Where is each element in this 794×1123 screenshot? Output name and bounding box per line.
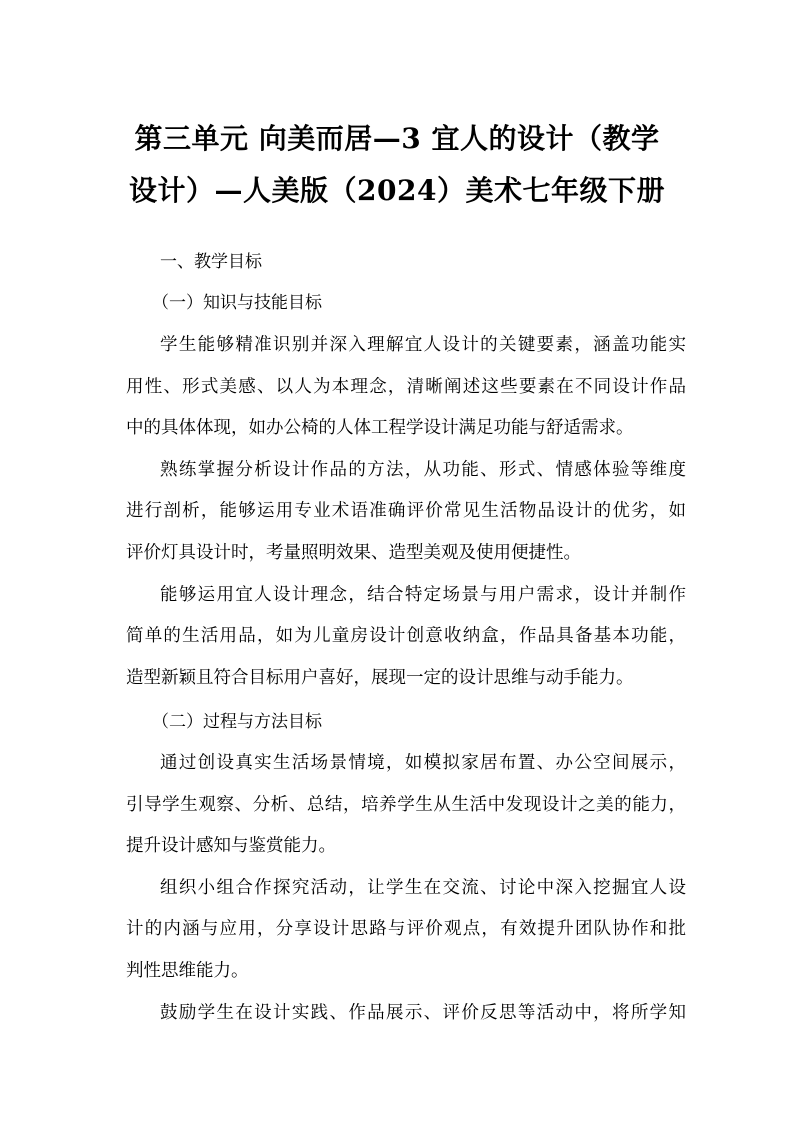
- document-title-line-2: 设计）—人美版（2024）美术七年级下册: [129, 174, 665, 207]
- paragraph-line: 学生能够精准识别并深入理解宜人设计的关键要素，涵盖功能实: [160, 335, 686, 355]
- paragraph-line: 能够运用宜人设计理念，结合特定场景与用户需求，设计并制作: [160, 585, 686, 605]
- paragraph-line: 通过创设真实生活场景情境，如模拟家居布置、办公空间展示，: [160, 753, 686, 773]
- paragraph-line: 组织小组合作探究活动，让学生在交流、讨论中深入挖掘宜人设: [160, 878, 686, 898]
- paragraph-line: 鼓励学生在设计实践、作品展示、评价反思等活动中，将所学知: [160, 1003, 686, 1023]
- paragraph-line: 造型新颖且符合目标用户喜好，展现一定的设计思维与动手能力。: [126, 668, 634, 688]
- paragraph-line: 提升设计感知与鉴赏能力。: [126, 836, 336, 856]
- paragraph-line: 评价灯具设计时，考量照明效果、造型美观及使用便捷性。: [126, 543, 581, 563]
- paragraph-line: 简单的生活用品，如为儿童房设计创意收纳盒，作品具备基本功能，: [126, 626, 686, 646]
- paragraph-line: 进行剖析，能够运用专业术语准确评价常见生活物品设计的优劣，如: [126, 501, 686, 521]
- section-heading: 一、教学目标: [160, 252, 262, 272]
- paragraph-line: 计的内涵与应用，分享设计思路与评价观点，有效提升团队协作和批: [126, 919, 686, 939]
- document-title-line-1: 第三单元 向美而居—3 宜人的设计（教学: [134, 122, 660, 155]
- paragraph-line: 引导学生观察、分析、总结，培养学生从生活中发现设计之美的能力，: [126, 795, 686, 815]
- paragraph-line: 熟练掌握分析设计作品的方法，从功能、形式、情感体验等维度: [160, 460, 686, 480]
- sub-heading-knowledge-skills: （一）知识与技能目标: [152, 293, 322, 313]
- paragraph-line: 中的具体体现，如办公椅的人体工程学设计满足功能与舒适需求。: [126, 418, 634, 438]
- paragraph-line: 用性、形式美感、以人为本理念，清晰阐述这些要素在不同设计作品: [126, 377, 686, 397]
- paragraph-line: 判性思维能力。: [126, 961, 249, 981]
- sub-heading-process-methods: （二）过程与方法目标: [152, 712, 322, 732]
